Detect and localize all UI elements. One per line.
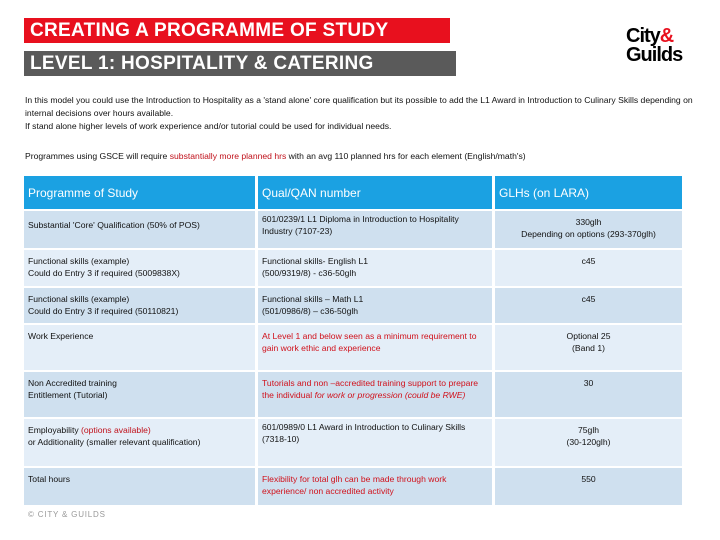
city-guilds-logo: [626, 27, 682, 65]
cell-line: Could do Entry 3 if required (5009838X): [28, 268, 180, 278]
cell: [495, 325, 682, 370]
note-text: with an avg 110 planned hrs for each element (English/math's): [286, 151, 526, 161]
header-qual: Qual/QAN number: [258, 176, 492, 209]
intro-text: [25, 94, 695, 133]
cell-line: (501/0986/8) – c36-50glh: [262, 306, 359, 316]
glh-note: (30-120glh): [566, 437, 611, 447]
table-row: [24, 250, 682, 286]
cell-line: Functional skills- English L1: [262, 256, 369, 266]
cell: 601/0239/1 L1 Diploma in Introduction to Hospitality Industry (7107-23): [258, 211, 492, 248]
header-programme: Programme of Study: [24, 176, 255, 209]
options-highlight: (options available): [81, 425, 151, 435]
cell-line: or Additionality (smaller relevant qualification): [28, 437, 201, 447]
intro-line: If stand alone higher levels of work experience and/or tutorial could be used for individual needs.: [25, 121, 392, 131]
table-row: [24, 419, 682, 466]
glh-note: (Band 1): [572, 343, 605, 353]
title-banner: CREATING A PROGRAMME OF STUDY: [24, 18, 450, 43]
cell: [24, 419, 255, 466]
cell-line: Non Accredited training: [28, 378, 117, 388]
table-row: [24, 468, 682, 505]
intro-line: In this model you could use the Introduction to Hospitality as a 'stand alone' core qualification but its possible to add the L1 Award in Introduction to Culinary Skills depending on internal decisions over hours available.: [25, 95, 693, 118]
cell-line: Employability: [28, 425, 82, 435]
cell: [258, 250, 492, 286]
cell-line: Could do Entry 3 if required (50110821): [28, 306, 179, 316]
table-row: [24, 325, 682, 370]
glh-value: Optional 25: [566, 331, 611, 341]
logo-text: Guilds: [626, 44, 683, 66]
cell-line: (500/9319/8) - c36-50glh: [262, 268, 357, 278]
cell-italic: for work or progression (could be RWE): [314, 390, 466, 400]
cell-line: Functional skills (example): [28, 256, 130, 266]
cell: [258, 288, 492, 323]
cell: [24, 372, 255, 417]
table-row: [24, 211, 682, 248]
logo-text: City: [626, 25, 660, 47]
note-text: Programmes using GSCE will require: [25, 151, 170, 161]
cell: 550: [495, 468, 682, 505]
cell: Work Experience: [24, 325, 255, 370]
table-row: [24, 372, 682, 417]
cell: Flexibility for total glh can be made through work experience/ non accredited activity: [258, 468, 492, 505]
cell-line: Functional skills – Math L1: [262, 294, 364, 304]
cell: c45: [495, 288, 682, 323]
cell: [24, 250, 255, 286]
programme-table: [21, 174, 685, 507]
cell-line: Functional skills (example): [28, 294, 130, 304]
glh-value: 330glh: [575, 217, 602, 227]
cell-text: Tutorials and non –accredited training support to prepare the individual: [262, 378, 479, 400]
cell: 601/0989/0 L1 Award in Introduction to Culinary Skills (7318-10): [258, 419, 492, 466]
cell: [495, 211, 682, 248]
cell: At Level 1 and below seen as a minimum requirement to gain work ethic and experience: [258, 325, 492, 370]
table-row: [24, 288, 682, 323]
gcse-note: [25, 151, 526, 161]
cell: Substantial 'Core' Qualification (50% of POS): [24, 211, 255, 248]
cell: Total hours: [24, 468, 255, 505]
logo-ampersand: &: [659, 25, 674, 47]
cell: [258, 372, 492, 417]
cell: c45: [495, 250, 682, 286]
glh-note: Depending on options (293-370glh): [521, 229, 656, 239]
cell: [24, 288, 255, 323]
cell: [495, 419, 682, 466]
subtitle-banner: LEVEL 1: HOSPITALITY & CATERING: [24, 51, 456, 76]
cell: 30: [495, 372, 682, 417]
note-highlight: substantially more planned hrs: [169, 151, 287, 161]
header-glh: GLHs (on LARA): [495, 176, 682, 209]
copyright-footer: © CITY & GUILDS: [28, 510, 106, 519]
table-header: [24, 176, 682, 209]
cell-line: Entitlement (Tutorial): [28, 390, 108, 400]
glh-value: 75glh: [577, 425, 600, 435]
